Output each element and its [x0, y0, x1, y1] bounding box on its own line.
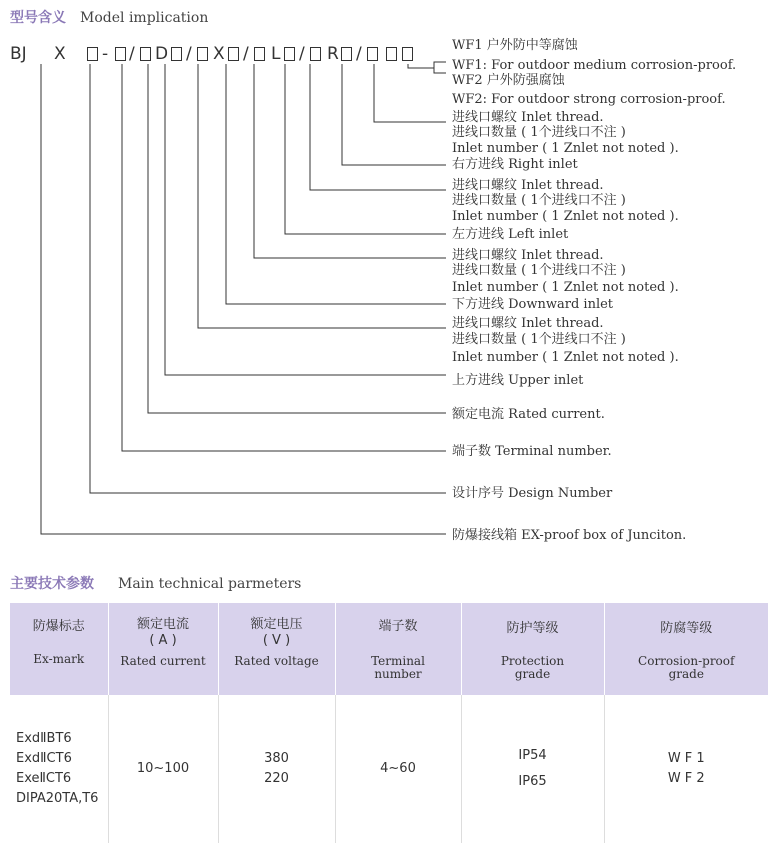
header-protection-grade: 防护等级 Protection grade [461, 603, 604, 695]
label-x-qty-en: Inlet number ( 1 Znlet not noted ). [452, 280, 679, 295]
label-r-thread: 进线口螺纹 Inlet thread. [452, 110, 604, 125]
label-l-qty-cn: 进线口数量 ( 1个进线口不注 ) [452, 193, 626, 208]
label-upper-inlet: 上方进线 Upper inlet [452, 373, 584, 388]
code-dash: - [102, 44, 109, 64]
label-l-qty-en: Inlet number ( 1 Znlet not noted ). [452, 209, 679, 224]
cell-rated-current: 10~100 [108, 695, 218, 843]
label-x-thread: 进线口螺纹 Inlet thread. [452, 248, 604, 263]
spec-title-cn: 主要技术参数 [10, 576, 94, 592]
label-wf1-cn: WF1 户外防中等腐蚀 [452, 38, 578, 53]
spec-table [10, 603, 768, 843]
code-slash: / [243, 44, 249, 64]
label-downward-inlet: 下方进线 Downward inlet [452, 297, 614, 312]
code-slash: / [186, 44, 192, 64]
spec-header-row [10, 603, 768, 695]
label-wf2-en: WF2: For outdoor strong corrosion-proof. [452, 92, 726, 107]
code-slash: / [299, 44, 305, 64]
header-ex-mark: 防爆标志 Ex-mark [10, 603, 108, 695]
label-design-number: 设计序号 Design Number [452, 486, 613, 501]
label-wf1-en: WF1: For outdoor medium corrosion-proof. [452, 58, 737, 73]
label-x-qty-cn: 进线口数量 ( 1个进线口不注 ) [452, 263, 626, 278]
code-x2: X [213, 44, 225, 64]
label-l-thread: 进线口螺纹 Inlet thread. [452, 178, 604, 193]
code-slash: / [129, 44, 135, 64]
label-rated-current: 额定电流 Rated current. [452, 407, 605, 422]
cell-terminals: 4~60 [335, 695, 461, 843]
header-terminal-number: 端子数 Terminal number [335, 603, 461, 695]
code-r: R [327, 44, 339, 64]
header-rated-voltage: 额定电压 ( V ) Rated voltage [218, 603, 335, 695]
label-left-inlet: 左方进线 Left inlet [452, 227, 569, 242]
label-r-qty-en: Inlet number ( 1 Znlet not noted ). [452, 141, 679, 156]
code-bj: BJ [10, 44, 27, 64]
spec-section-title [10, 573, 301, 593]
spec-title-en: Main technical parmeters [118, 576, 302, 592]
cell-protection: IP54 IP65 [461, 695, 604, 843]
header-corrosion-grade: 防腐等级 Corrosion-proof grade [604, 603, 768, 695]
cell-corrosion: W F 1 W F 2 [667, 751, 705, 786]
label-right-inlet: 右方进线 Right inlet [452, 157, 578, 172]
label-terminal-number: 端子数 Terminal number. [452, 444, 612, 459]
spec-data-row [10, 695, 768, 843]
label-d-qty-en: Inlet number ( 1 Znlet not noted ). [452, 350, 679, 365]
label-d-thread: 进线口螺纹 Inlet thread. [452, 316, 604, 331]
model-title-cn: 型号含义 [10, 10, 66, 26]
model-title-en: Model implication [80, 10, 209, 26]
label-d-qty-cn: 进线口数量 ( 1个进线口不注 ) [452, 332, 626, 347]
cell-ex-mark: ExdⅡBT6 ExdⅡCT6 ExeⅡCT6 DIPA20TA,T6 [10, 695, 108, 843]
cell-rated-voltage: 380 220 [218, 695, 335, 843]
code-d: D [155, 44, 169, 64]
code-x: X [54, 44, 66, 64]
header-rated-current: 额定电流 ( A ) Rated current [108, 603, 218, 695]
code-l: L [271, 44, 281, 64]
label-wf2-cn: WF2 户外防强腐蚀 [452, 73, 565, 88]
code-slash: / [356, 44, 362, 64]
label-ex-box: 防爆接线箱 EX-proof box of Junciton. [452, 528, 687, 543]
label-r-qty-cn: 进线口数量 ( 1个进线口不注 ) [452, 125, 626, 140]
